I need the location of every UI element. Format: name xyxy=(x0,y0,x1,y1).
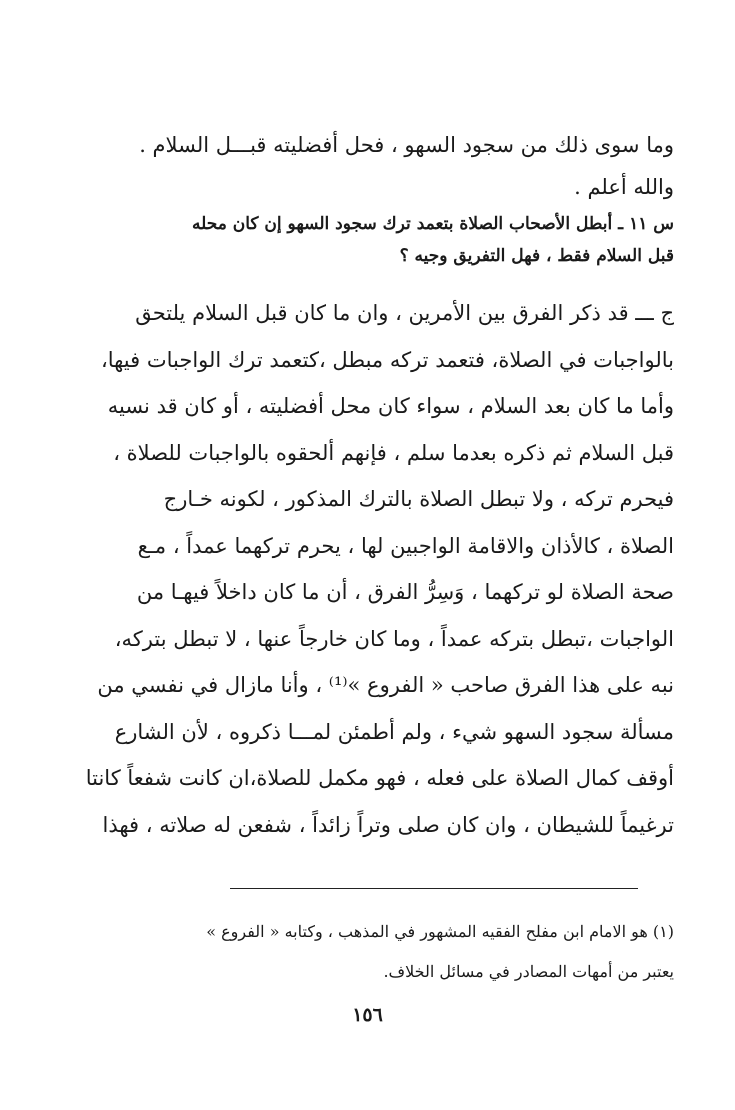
text-line: وما سوى ذلك من سجود السهو ، فحل أفضليته قبـــل السلام . xyxy=(139,133,674,157)
text-line: نبه على هذا الفرق صاحب « الفروع »⁽¹⁾ ، وأنا مازال في نفسي من xyxy=(97,673,674,697)
text-line: الواجبات ،تبطل بتركه عمداً ، وما كان خارجاً عنها ، لا تبطل بتركه، xyxy=(114,626,674,651)
text-line: وأما ما كان بعد السلام ، سواء كان محل أفضليته ، أو كان قد نسيه xyxy=(107,394,674,418)
text-line: صحة الصلاة لو تركهما ، وَسِرُّ الفرق ، أن ما كان داخلاً فيهـا من xyxy=(136,580,674,604)
text-line: أوقف كمال الصلاة على فعله ، فهو مكمل للصلاة،ان كانت شفعاً كانتا xyxy=(85,766,674,790)
text-line: بالواجبات في الصلاة، فتعمد تركه مبطل ،كتعمد ترك الواجبات فيها، xyxy=(100,347,674,372)
page-number: ١٥٦ xyxy=(352,1004,383,1026)
text-line: والله أعلم . xyxy=(574,175,674,199)
text-line: الصلاة ، كالأذان والاقامة الواجبين لها ، يحرم تركهما عمداً ، مـع xyxy=(137,533,674,558)
text-line: قبل السلام ثم ذكره بعدما سلم ، فإنهم ألحقوه بالواجبات للصلاة ، xyxy=(113,440,674,465)
text-line: فيحرم تركه ، ولا تبطل الصلاة بالترك المذكور ، لكونه خـارج xyxy=(163,487,674,511)
footnote-line: يعتبر من أمهات المصادر في مسائل الخلاف. xyxy=(383,962,674,981)
text-line: ج ـــ قد ذكر الفرق بين الأمرين ، وان ما كان قبل السلام يلتحق xyxy=(135,301,674,325)
intro-paragraph xyxy=(62,124,674,208)
question-line: س ١١ ـ أبطل الأصحاب الصلاة بتعمد ترك سجود السهو إن كان محله xyxy=(192,214,674,234)
text-line: ترغيماً للشيطان ، وان كان صلى وتراً زائداً ، شفعن له صلاته ، فهذا xyxy=(102,812,674,837)
question-line: قبل السلام فقط ، فهل التفريق وجيه ؟ xyxy=(399,246,674,266)
footnote-divider xyxy=(230,888,638,889)
answer-paragraph xyxy=(62,290,674,848)
text-line: مسألة سجود السهو شيء ، ولم أطمئن لمـــا ذكروه ، لأن الشارع xyxy=(114,719,674,744)
question-paragraph xyxy=(62,208,674,272)
footnote-block xyxy=(62,912,674,992)
footnote-line: (١) هو الامام ابن مفلح الفقيه المشهور في المذهب ، وكتابه « الفروع » xyxy=(206,922,674,941)
